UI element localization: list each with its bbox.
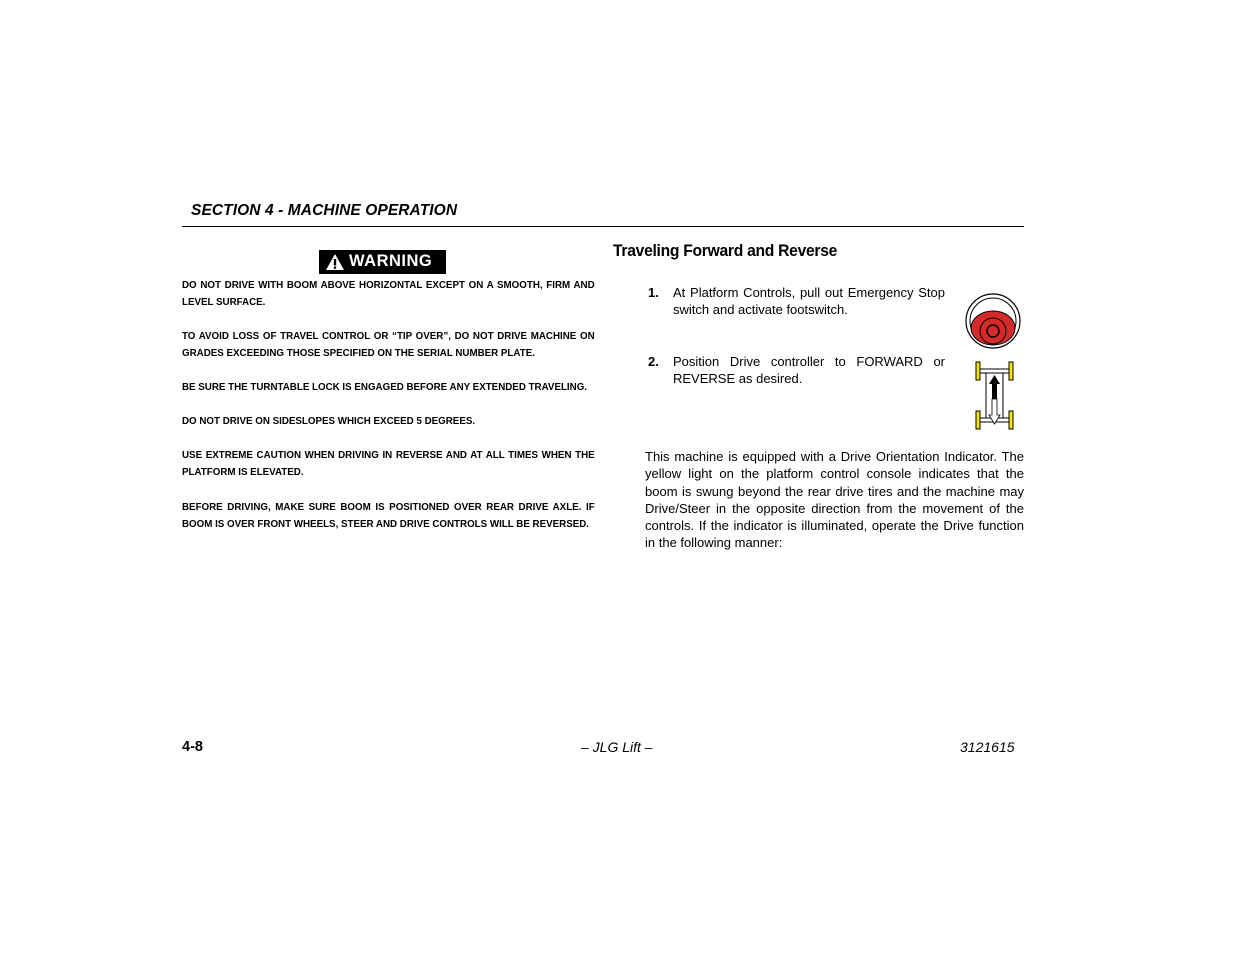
warning-item: DO NOT DRIVE WITH BOOM ABOVE HORIZONTAL EXCEPT ON A SMOOTH, FIRM AND LEVEL SURFACE.	[182, 280, 595, 309]
footer-title: – JLG Lift –	[581, 739, 653, 755]
header-rule	[182, 226, 1024, 227]
warning-item: DO NOT DRIVE ON SIDESLOPES WHICH EXCEED 5 DEGREES.	[182, 416, 476, 427]
warning-item: BEFORE DRIVING, MAKE SURE BOOM IS POSITIONED OVER REAR DRIVE AXLE. IF BOOM IS OVER FRONT WHEELS, STEER AND DRIVE CONTROLS WILL BE REVERSED.	[182, 502, 595, 531]
warning-badge-label: WARNING	[349, 252, 433, 270]
warning-item: TO AVOID LOSS OF TRAVEL CONTROL OR “TIP OVER”, DO NOT DRIVE MACHINE ON GRADES EXCEEDING THOSE SPECIFIED ON THE SERIAL NUMBER PLATE.	[182, 331, 595, 360]
step-number: 2.	[648, 354, 659, 369]
step-text: At Platform Controls, pull out Emergency Stop switch and activate footswitch.	[673, 285, 945, 318]
emergency-stop-button-icon	[966, 294, 1020, 348]
indicator-paragraph: This machine is equipped with a Drive Orientation Indicator. The yellow light on the platform control console indicates that the boom is swung beyond the rear drive tires and the machine may Drive/Steer in the opposite direction from the movement of the controls. If the indicator is illuminated, operate the Drive function in the following manner:	[645, 449, 1024, 551]
step-text: Position Drive controller to FORWARD or REVERSE as desired.	[673, 354, 945, 387]
document-number: 3121615	[960, 739, 1015, 755]
warning-item: USE EXTREME CAUTION WHEN DRIVING IN REVERSE AND AT ALL TIMES WHEN THE PLATFORM IS ELEVATED.	[182, 450, 595, 479]
page-number: 4-8	[182, 739, 203, 755]
drive-direction-icon	[976, 362, 1013, 429]
warning-badge	[319, 250, 446, 274]
section-title: SECTION 4 - MACHINE OPERATION	[191, 202, 458, 219]
warning-triangle-icon	[325, 253, 345, 271]
warning-item: BE SURE THE TURNTABLE LOCK IS ENGAGED BEFORE ANY EXTENDED TRAVELING.	[182, 382, 588, 393]
section-heading: Traveling Forward and Reverse	[613, 241, 838, 260]
step-number: 1.	[648, 285, 659, 300]
drive-illustration	[962, 291, 1024, 433]
